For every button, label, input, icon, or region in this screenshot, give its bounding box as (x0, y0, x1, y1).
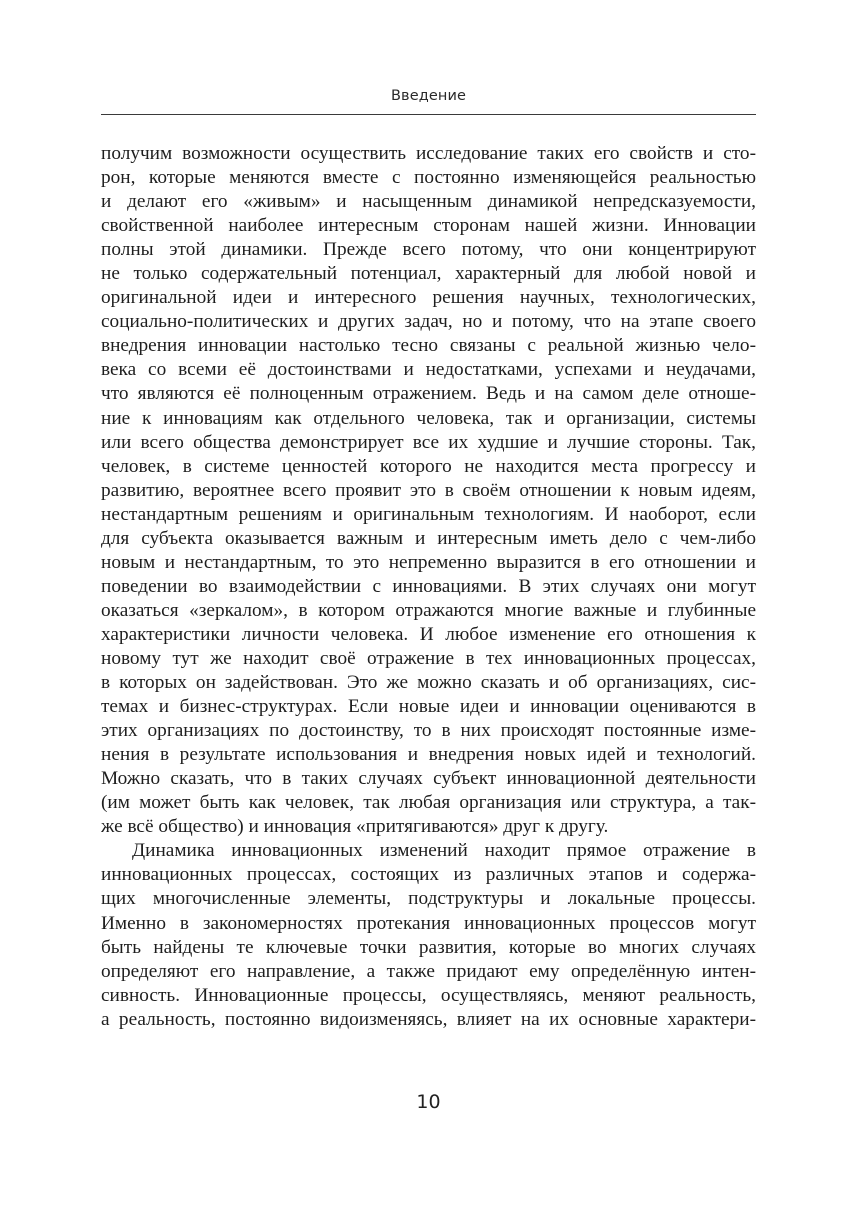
text-line: новому тут же находит своё отражение в тех инновационных процессах, (101, 647, 756, 669)
text-line: сивность. Инновационные процессы, осуществляясь, меняют реальность, (101, 984, 756, 1006)
text-line: человек, в системе ценностей которого не находится места прогрессу и (101, 455, 756, 477)
text-line: рон, которые меняются вместе с постоянно изменяющейся реальностью (101, 167, 756, 189)
text-line: или всего общества демонстрирует все их худшие и лучшие стороны. Так, (101, 431, 756, 453)
text-line: же всё общество) и инновация «притягиваются» друг к другу. (101, 816, 609, 838)
text-line: полны этой динамики. Прежде всего потому, что они концентрируют (101, 239, 756, 261)
text-line: а реальность, постоянно видоизменяясь, влияет на их основные характери- (101, 1008, 756, 1030)
text-line: инновационных процессах, состоящих из различных этапов и содержа- (101, 864, 756, 886)
text-line: (им может быть как человек, так любая организация или структура, а так- (101, 792, 756, 814)
text-line: и делают его «живым» и насыщенным динамикой непредсказуемости, (101, 191, 756, 213)
text-line: получим возможности осуществить исследование таких его свойств и сто- (101, 143, 756, 164)
text-line: нения в результате использования и внедрения новых идей и технологий. (101, 744, 756, 766)
text-line: новым и нестандартным, то это непременно выразится в его отношении и (101, 551, 756, 573)
text-line: щих многочисленные элементы, подструктуры и локальные процессы. (101, 888, 756, 910)
text-line: не только содержательный потенциал, характерный для любой новой и (101, 263, 756, 285)
text-line: свойственной наиболее интересным сторонам нашей жизни. Инновации (101, 215, 756, 237)
text-line: в которых он задействован. Это же можно сказать и об организациях, сис- (101, 672, 756, 694)
text-line: Динамика инновационных изменений находит прямое отражение в (132, 840, 756, 862)
body-text (101, 142, 756, 1032)
text-line: оригинальной идеи и интересного решения научных, технологических, (101, 287, 756, 309)
text-line: ние к инновациям как отдельного человека, так и организации, системы (101, 407, 756, 429)
text-line: Именно в закономерностях протекания инновационных процессов могут (101, 912, 756, 934)
text-line: социально-политических и других задач, но и потому, что на этапе своего (101, 311, 756, 333)
page-number: 10 (416, 1091, 441, 1113)
text-line: Можно сказать, что в таких случаях субъект инновационной деятельности (101, 768, 756, 790)
paragraph (101, 142, 756, 839)
text-line: определяют его направление, а также придают ему определённую интен- (101, 960, 756, 982)
paragraph (101, 839, 756, 1031)
text-line: характеристики личности человека. И любое изменение его отношения к (101, 623, 756, 645)
text-line: поведении во взаимодействии с инновациями. В этих случаях они могут (101, 575, 756, 597)
text-line: быть найдены те ключевые точки развития, которые во многих случаях (101, 936, 756, 958)
text-line: темах и бизнес-структурах. Если новые идеи и инновации оцениваются в (101, 696, 756, 718)
text-line: что являются её полноценным отражением. Ведь и на самом деле отноше- (101, 383, 756, 405)
text-line: оказаться «зеркалом», в котором отражаются многие важные и глубинные (101, 599, 756, 621)
text-line: развитию, вероятнее всего проявит это в своём отношении к новым идеям, (101, 479, 756, 501)
text-line: нестандартным решениям и оригинальным технологиям. И наоборот, если (101, 503, 756, 525)
text-line: для субъекта оказывается важным и интересным иметь дело с чем-либо (101, 527, 756, 549)
text-line: века со всеми её достоинствами и недостатками, успехами и неудачами, (101, 359, 756, 381)
header-rule (101, 114, 756, 115)
text-line: внедрения инновации настолько тесно связаны с реальной жизнью чело- (101, 335, 756, 357)
running-head: Введение (391, 88, 466, 104)
text-line: этих организациях по достоинству, то в них происходят постоянные изме- (101, 720, 756, 742)
